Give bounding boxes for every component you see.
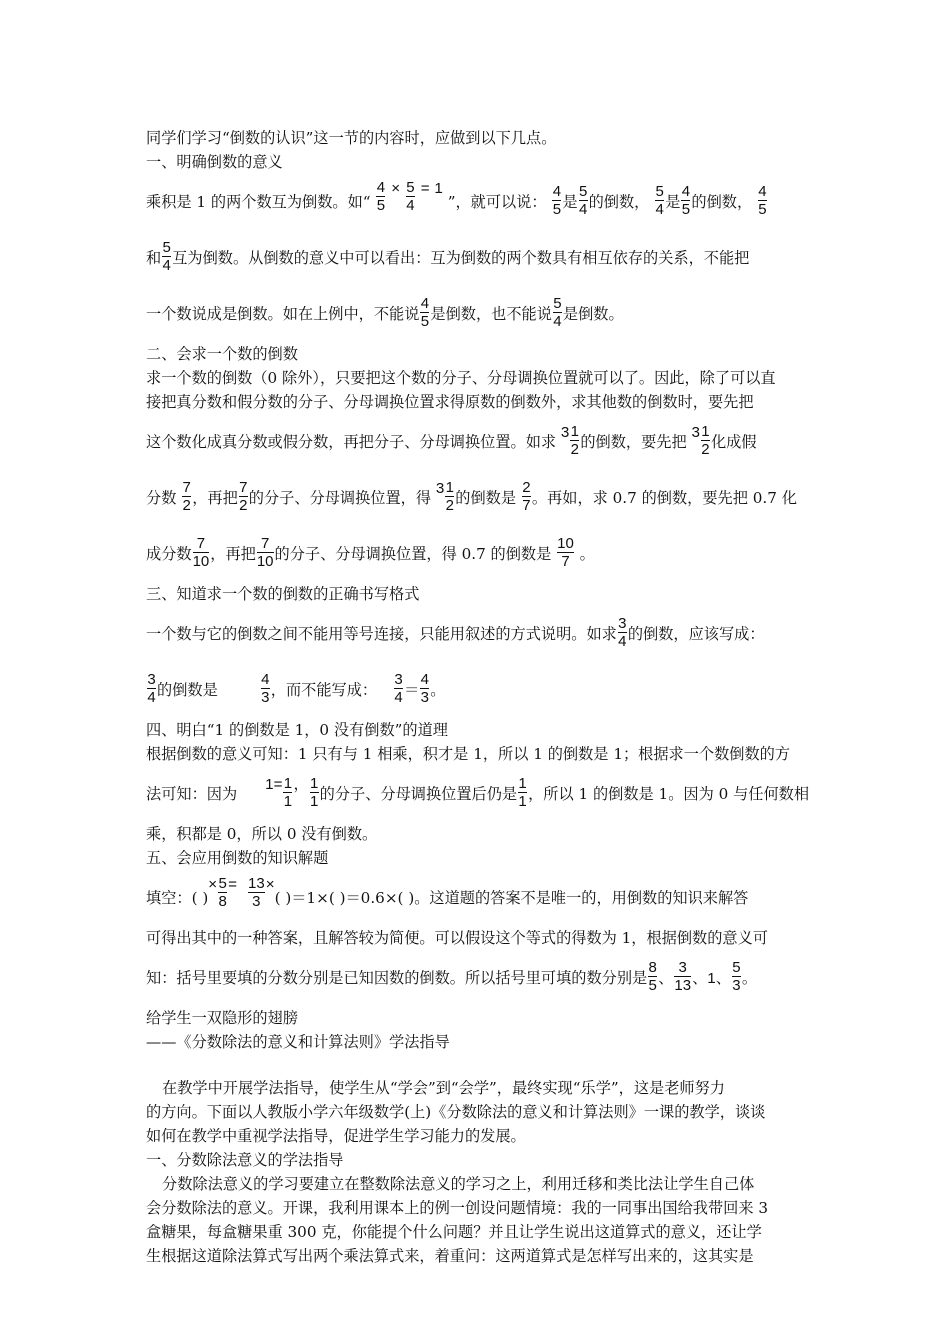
fraction-4-3: $\frac{4}{3}$ [261, 671, 270, 706]
fraction-3-4: $\frac{3}{4}$ [618, 615, 627, 650]
article-section-heading-1: 一、分数除法意义的学法指导 [146, 1151, 344, 1169]
sec4-line-3: 乘，积都是 0，所以 0 没有倒数。 [146, 825, 378, 843]
fraction-1-1: $\frac{1}{1}$ [283, 775, 293, 810]
sec1-line-1: 乘积是 1 的两个数互为倒数。如“ $\frac{4}{5}$ × $\frac{5}{4}$ = 1 ”，就可以说： $\frac{4}{5}$ 是 $\frac{5}{4}$ 的倒数， $\frac{5}{4}$ 是 $\frac{4}{5}$ 的倒数， $\frac{4}{5}$ [146, 179, 767, 218]
article-para-2-line-1: 分数除法意义的学习要建立在整数除法意义的学习之上，利用迁移和类比法让学生自己体 [162, 1175, 755, 1193]
fraction-3-4: $\frac{3}{4}$ [394, 671, 403, 706]
fraction-10-7: $\frac{10}{7}$ [557, 535, 574, 570]
sec5-line-3: 知：括号里要填的分数分别是已知因数的倒数。所以括号里可填的数分别是 $\frac{8}{5}$ 、 $\frac{3}{13}$ 、1、 $\frac{5}{3}$ 。 [146, 959, 758, 994]
sec2-line-3: 这个数化成真分数或假分数，再把分子、分母调换位置。如求 3 $\frac{1}{2}$ 的倒数，要先把 3 $\frac{1}{2}$ 化成假 [146, 423, 757, 458]
fraction-1-2: $\frac{1}{2}$ [570, 423, 580, 458]
sec3-line-2: $\frac{3}{4}$ 的倒数是 $\frac{4}{3}$ ，而不能写成： $\frac{3}{4}$ ＝ $\frac{4}{3}$ 。 [147, 671, 446, 706]
fraction-4-5: $\frac{4}{5}$ [420, 295, 430, 330]
fraction-7-10: $\frac{7}{10}$ [192, 535, 210, 570]
sec4-line-1: 根据倒数的意义可知：1 只有与 1 相乘，积才是 1，所以 1 的倒数是 1；根据求一个数倒数的方 [146, 745, 791, 763]
sec5-line-1: 填空：( )× $\frac{5}{8}$ = $\frac{13}{3}$ ×( )＝1×( )＝0.6×( )。这道题的答案不是唯一的，用倒数的知识来解答 [146, 875, 749, 910]
fraction-7-2: $\frac{7}{2}$ [239, 479, 248, 514]
section-heading-1: 一、明确倒数的意义 [146, 153, 283, 171]
answer-fraction-3-13: $\frac{3}{13}$ [674, 959, 692, 994]
fraction-13-3: $\frac{13}{3}$ [248, 875, 265, 910]
fraction-7-10: $\frac{7}{10}$ [256, 535, 274, 570]
sec1-line-2: 和 $\frac{5}{4}$ 互为倒数。从倒数的意义中可以看出：互为倒数的两个数具有相互依存的关系，不能把 [146, 239, 750, 274]
fraction-4-5: $\frac{4}{5}$ [552, 183, 562, 218]
section-heading-5: 五、会应用倒数的知识解题 [146, 849, 329, 867]
fraction-1-1: $\frac{1}{1}$ [309, 775, 319, 810]
fraction-5-4: $\frac{5}{4}$ [162, 239, 171, 274]
fraction-5-4: $\frac{5}{4}$ [578, 183, 588, 218]
sec2-line-5: 成分数 $\frac{7}{10}$ ，再把 $\frac{7}{10}$ 的分子、分母调换位置，得 0.7 的倒数是 $\frac{10}{7}$ 。 [146, 535, 595, 570]
article-subtitle: ——《分数除法的意义和计算法则》学法指导 [146, 1033, 450, 1051]
article-para-1-line-1: 在教学中开展学法指导，使学生从“学会”到“会学”，最终实现“乐学”，这是老师努力 [162, 1079, 725, 1097]
article-para-1-line-2: 的方向。下面以人教版小学六年级数学(上)《分数除法的意义和计算法则》一课的教学，谈谈 [146, 1103, 766, 1121]
fraction-5-4: $\frac{5}{4}$ [655, 183, 664, 218]
fraction-4-5: $\frac{4}{5}$ [758, 183, 767, 218]
section-heading-2: 二、会求一个数的倒数 [146, 345, 298, 363]
fraction-5-4: $\frac{5}{4}$ [406, 179, 415, 214]
section-heading-3: 三、知道求一个数的倒数的正确书写格式 [146, 585, 420, 603]
section-heading-4: 四、明白“1 的倒数是 1，0 没有倒数”的道理 [146, 721, 448, 739]
sec3-line-1: 一个数与它的倒数之间不能用等号连接，只能用叙述的方式说明。如求 $\frac{3}{4}$ 的倒数，应该写成： [146, 615, 765, 650]
sec2-line-1: 求一个数的倒数（0 除外），只要把这个数的分子、分母调换位置就可以了。因此，除了可以直 [146, 369, 776, 387]
fraction-4-5: $\frac{4}{5}$ [376, 179, 386, 214]
fraction-1-1: $\frac{1}{1}$ [518, 775, 527, 810]
article-para-2-line-4: 生根据这道除法算式写出两个乘法算式来，着重问：这两道算式是怎样写出来的，这其实是 [146, 1247, 754, 1265]
fraction-2-7: $\frac{2}{7}$ [522, 479, 531, 514]
fraction-5-4: $\frac{5}{4}$ [553, 295, 562, 330]
fraction-5-8: $\frac{5}{8}$ [218, 875, 227, 910]
answer-fraction-8-5: $\frac{8}{5}$ [648, 959, 657, 994]
sec2-line-2: 接把真分数和假分数的分子、分母调换位置求得原数的倒数外，求其他数的倒数时，要先把 [146, 393, 754, 411]
answer-fraction-5-3: $\frac{5}{3}$ [732, 959, 741, 994]
article-para-1-line-3: 如何在教学中重视学法指导，促进学生学习能力的发展。 [146, 1127, 526, 1145]
sec1-line-3: 一个数说成是倒数。如在上例中，不能说 $\frac{4}{5}$ 是倒数，也不能说 $\frac{5}{4}$ 是倒数。 [146, 295, 624, 330]
sec5-line-2: 可得出其中的一种答案，且解答较为简便。可以假设这个等式的得数为 1，根据倒数的意义可 [146, 929, 768, 947]
document-page [146, 126, 810, 1268]
article-title: 给学生一双隐形的翅膀 [146, 1009, 298, 1027]
fraction-1-2: $\frac{1}{2}$ [701, 423, 710, 458]
fraction-4-5: $\frac{4}{5}$ [681, 183, 691, 218]
fraction-7-2: $\frac{7}{2}$ [182, 479, 191, 514]
article-para-2-line-3: 盒糖果，每盒糖果重 300 克，你能提个什么问题？并且让学生说出这道算式的意义，还让学 [146, 1223, 762, 1241]
fraction-3-4: $\frac{3}{4}$ [147, 671, 156, 706]
intro-line: 同学们学习“倒数的认识”这一节的内容时，应做到以下几点。 [146, 129, 557, 147]
article-para-2-line-2: 会分数除法的意义。开课，我利用课本上的例一创设问题情境：我的一同事出国给我带回来 3 [146, 1199, 768, 1217]
fraction-1-2: $\frac{1}{2}$ [445, 479, 454, 514]
sec4-line-2: 法可知：因为1= $\frac{1}{1}$ ， $\frac{1}{1}$ 的分子、分母调换位置后仍是 $\frac{1}{1}$ ，所以 1 的倒数是 1。因为 0 与任何数相 [146, 775, 810, 810]
fraction-4-3: $\frac{4}{3}$ [420, 671, 429, 706]
sec2-line-4: 分数 $\frac{7}{2}$ ，再把 $\frac{7}{2}$ 的分子、分母调换位置，得 3 $\frac{1}{2}$ 的倒数是 $\frac{2}{7}$ 。再如，求 0.7 的倒数，要先把 0.7 化 [146, 479, 797, 514]
